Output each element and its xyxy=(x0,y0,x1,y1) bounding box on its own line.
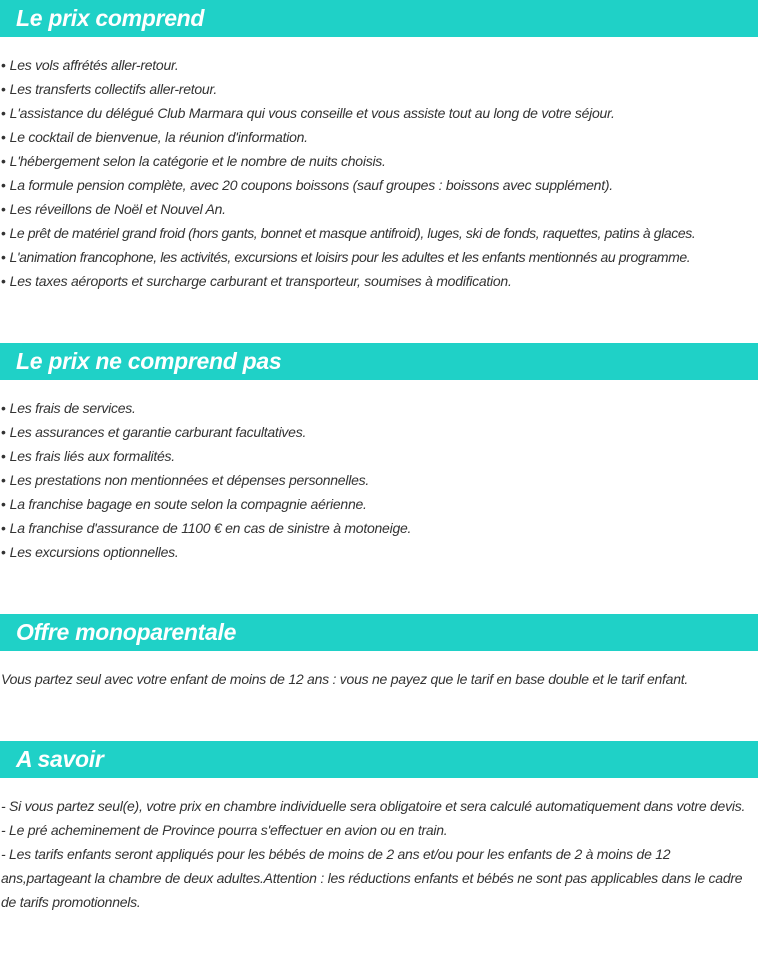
list-item: • Le cocktail de bienvenue, la réunion d'information. xyxy=(1,125,695,149)
note-line: - Si vous partez seul(e), votre prix en chambre individuelle sera obligatoire et sera calculé automatiquement dans votre devis. xyxy=(1,798,746,814)
list-item: • Les assurances et garantie carburant facultatives. xyxy=(1,420,411,444)
section-header-included xyxy=(0,0,758,37)
single-parent-text: Vous partez seul avec votre enfant de moins de 12 ans : vous ne payez que le tarif en base double et le tarif enfant. xyxy=(1,671,689,687)
list-item: • La formule pension complète, avec 20 coupons boissons (sauf groupes : boissons avec supplément). xyxy=(1,173,695,197)
list-item: • Les prestations non mentionnées et dépenses personnelles. xyxy=(1,468,411,492)
section-title-included: Le prix comprend xyxy=(16,5,205,31)
section-title-notes: A savoir xyxy=(16,746,104,772)
note-line: - Le pré acheminement de Province pourra s'effectuer en avion ou en train. xyxy=(1,822,448,838)
list-item: • Les vols affrétés aller-retour. xyxy=(1,53,695,77)
list-item: • Les excursions optionnelles. xyxy=(1,540,411,564)
note-line: - Les tarifs enfants seront appliqués pour les bébés de moins de 2 ans et/ou pour les enfants de 2 à moins de 12 ans,partageant la chambre de deux adultes.Attention : les réductions enfants et bébés ne sont pas applicables dans le cadre de tarifs promotionnels. xyxy=(1,846,743,910)
list-item: • L'hébergement selon la catégorie et le nombre de nuits choisis. xyxy=(1,149,695,173)
list-item: • Les réveillons de Noël et Nouvel An. xyxy=(1,197,695,221)
list-item: • La franchise d'assurance de 1100 € en cas de sinistre à motoneige. xyxy=(1,516,411,540)
list-item: • Le prêt de matériel grand froid (hors gants, bonnet et masque antifroid), luges, ski de fonds, raquettes, patins à glaces. xyxy=(1,221,695,245)
section-header-single-parent xyxy=(0,614,758,651)
list-item: • L'assistance du délégué Club Marmara qui vous conseille et vous assiste tout au long de votre séjour. xyxy=(1,101,695,125)
list-item: • La franchise bagage en soute selon la compagnie aérienne. xyxy=(1,492,411,516)
included-list xyxy=(1,53,695,293)
list-item: • Les frais de services. xyxy=(1,396,411,420)
section-header-excluded xyxy=(0,343,758,380)
excluded-list xyxy=(1,396,411,564)
section-title-single-parent: Offre monoparentale xyxy=(16,619,237,645)
list-item: • Les taxes aéroports et surcharge carburant et transporteur, soumises à modification. xyxy=(1,269,695,293)
list-item: • Les transferts collectifs aller-retour. xyxy=(1,77,695,101)
list-item: • L'animation francophone, les activités, excursions et loisirs pour les adultes et les enfants mentionnés au programme. xyxy=(1,245,695,269)
list-item: • Les frais liés aux formalités. xyxy=(1,444,411,468)
notes-text xyxy=(1,794,756,914)
section-header-notes xyxy=(0,741,758,778)
section-title-excluded: Le prix ne comprend pas xyxy=(16,348,282,374)
